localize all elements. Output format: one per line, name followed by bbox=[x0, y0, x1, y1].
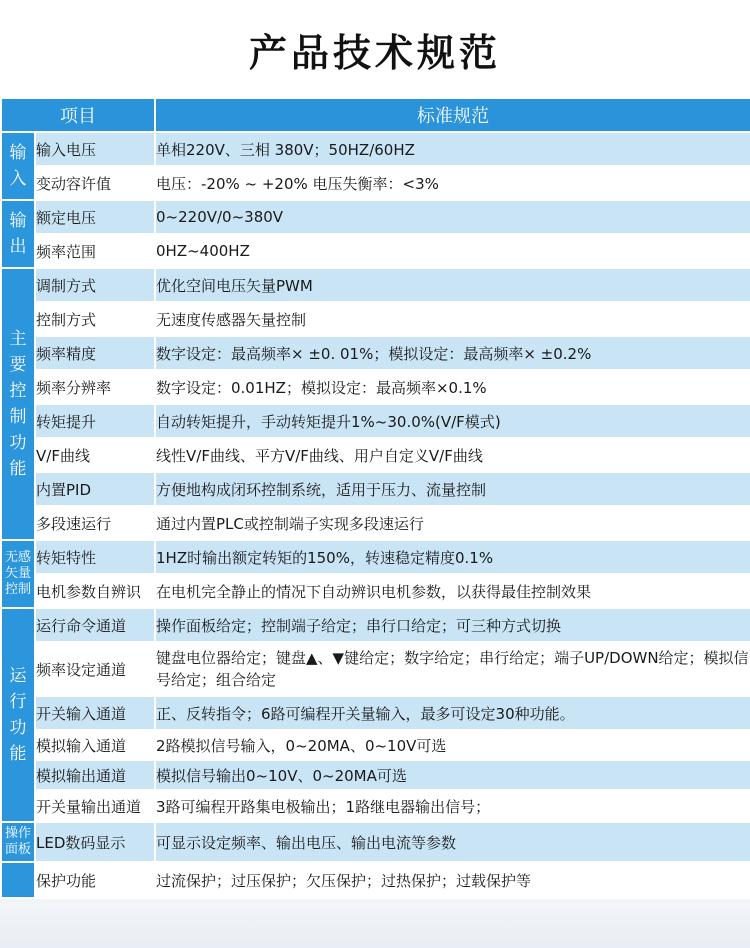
row-item: 频率范围 bbox=[35, 234, 155, 268]
row-standard: 过流保护；过压保护；欠压保护；过热保护；过载保护等 bbox=[155, 862, 750, 898]
group-empty bbox=[1, 862, 35, 898]
table-row bbox=[1, 574, 750, 608]
row-standard: 0~220V/0~380V bbox=[155, 200, 750, 234]
table-row bbox=[1, 268, 750, 302]
table-row bbox=[1, 336, 750, 370]
row-item: 内置PID bbox=[35, 472, 155, 506]
table-header-row bbox=[1, 98, 750, 132]
row-item: V/F曲线 bbox=[35, 438, 155, 472]
table-row bbox=[1, 132, 750, 166]
row-item: 开关输入通道 bbox=[35, 696, 155, 730]
group-input: 输入 bbox=[1, 132, 35, 200]
row-standard: 数字设定：最高频率× ±0. 01%；模拟设定：最高频率× ±0.2% bbox=[155, 336, 750, 370]
row-standard: 操作面板给定；控制端子给定；串行口给定；可三种方式切换 bbox=[155, 608, 750, 642]
row-item: 模拟输出通道 bbox=[35, 760, 155, 790]
row-item: 转矩提升 bbox=[35, 404, 155, 438]
row-standard: 键盘电位器给定；键盘▲、▼键给定；数字给定；串行给定；端子UP/DOWN给定；模拟信号给定；组合给定 bbox=[155, 642, 750, 696]
table-row bbox=[1, 822, 750, 862]
row-standard: 数字设定：0.01HZ；模拟设定：最高频率×0.1% bbox=[155, 370, 750, 404]
table-row bbox=[1, 862, 750, 898]
row-standard: 电压：-20% ~ +20% 电压失衡率：<3% bbox=[155, 166, 750, 200]
row-item: 变动容许值 bbox=[35, 166, 155, 200]
table-row bbox=[1, 506, 750, 540]
row-standard: 方便地构成闭环控制系统，适用于压力、流量控制 bbox=[155, 472, 750, 506]
row-standard: 无速度传感器矢量控制 bbox=[155, 302, 750, 336]
group-output: 输出 bbox=[1, 200, 35, 268]
row-item: 模拟输入通道 bbox=[35, 730, 155, 760]
row-item: 控制方式 bbox=[35, 302, 155, 336]
row-item: 调制方式 bbox=[35, 268, 155, 302]
table-row bbox=[1, 760, 750, 790]
row-standard: 模拟信号输出0~10V、0~20MA可选 bbox=[155, 760, 750, 790]
row-standard: 2路模拟信号输入，0~20MA、0~10V可选 bbox=[155, 730, 750, 760]
row-item: 多段速运行 bbox=[35, 506, 155, 540]
group-sensorless-vector: 无感矢量控制 bbox=[1, 540, 35, 608]
table-row bbox=[1, 642, 750, 696]
table-row bbox=[1, 234, 750, 268]
row-standard: 单相220V、三相 380V；50HZ/60HZ bbox=[155, 132, 750, 166]
table-row bbox=[1, 404, 750, 438]
row-item: 输入电压 bbox=[35, 132, 155, 166]
row-standard: 在电机完全静止的情况下自动辨识电机参数，以获得最佳控制效果 bbox=[155, 574, 750, 608]
table-row bbox=[1, 302, 750, 336]
table-row bbox=[1, 608, 750, 642]
row-standard: 3路可编程开路集电极输出；1路继电器输出信号； bbox=[155, 790, 750, 822]
row-item: 运行命令通道 bbox=[35, 608, 155, 642]
row-standard: 优化空间电压矢量PWM bbox=[155, 268, 750, 302]
header-item: 项目 bbox=[1, 98, 155, 132]
row-item: 频率设定通道 bbox=[35, 642, 155, 696]
spec-table bbox=[0, 97, 750, 899]
row-standard: 线性V/F曲线、平方V/F曲线、用户自定义V/F曲线 bbox=[155, 438, 750, 472]
row-standard: 0HZ~400HZ bbox=[155, 234, 750, 268]
table-row bbox=[1, 540, 750, 574]
table-row bbox=[1, 200, 750, 234]
group-main-control: 主要控制功能 bbox=[1, 268, 35, 540]
row-standard: 通过内置PLC或控制端子实现多段速运行 bbox=[155, 506, 750, 540]
row-item: 额定电压 bbox=[35, 200, 155, 234]
row-item: 转矩特性 bbox=[35, 540, 155, 574]
row-standard: 正、反转指令；6路可编程开关量输入，最多可设定30种功能。 bbox=[155, 696, 750, 730]
table-row bbox=[1, 438, 750, 472]
row-item: 频率分辨率 bbox=[35, 370, 155, 404]
page-title: 产品技术规范 bbox=[248, 31, 501, 75]
group-run-function: 运行功能 bbox=[1, 608, 35, 822]
table-row bbox=[1, 472, 750, 506]
row-standard: 自动转矩提升，手动转矩提升1%~30.0%(V/F模式) bbox=[155, 404, 750, 438]
table-row bbox=[1, 696, 750, 730]
row-standard: 1HZ时输出额定转矩的150%，转速稳定精度0.1% bbox=[155, 540, 750, 574]
table-row bbox=[1, 730, 750, 760]
header-standard: 标准规范 bbox=[155, 98, 750, 132]
row-item: 开关量输出通道 bbox=[35, 790, 155, 822]
group-operation-panel: 操作面板 bbox=[1, 822, 35, 862]
row-item: 电机参数自辨识 bbox=[35, 574, 155, 608]
table-row bbox=[1, 166, 750, 200]
row-item: 保护功能 bbox=[35, 862, 155, 898]
table-row bbox=[1, 370, 750, 404]
row-item: 频率精度 bbox=[35, 336, 155, 370]
row-item: LED数码显示 bbox=[35, 822, 155, 862]
table-row bbox=[1, 790, 750, 822]
row-standard: 可显示设定频率、输出电压、输出电流等参数 bbox=[155, 822, 750, 862]
